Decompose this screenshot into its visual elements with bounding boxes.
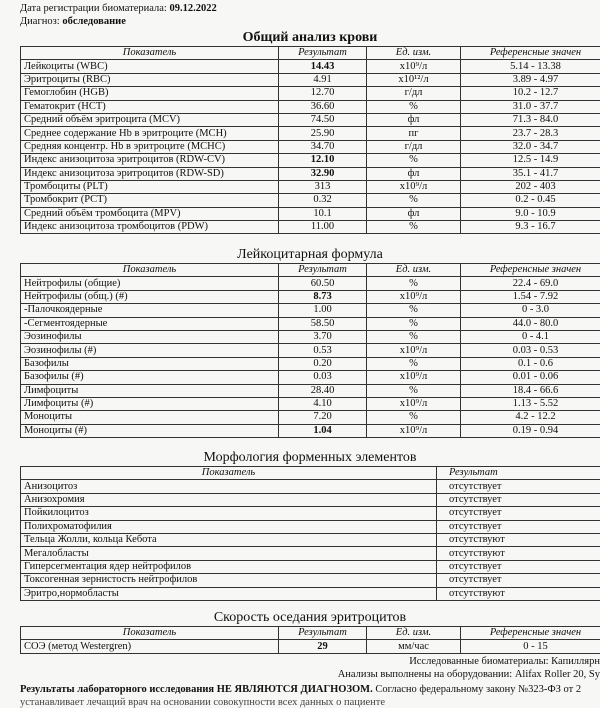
unit-cell: г/дл <box>367 140 461 153</box>
table-row <box>21 73 600 86</box>
indicator-cell: Средний объём эритроцита (MCV) <box>21 113 279 126</box>
indicator-cell: Моноциты <box>21 411 279 424</box>
result-cell: 74.50 <box>279 113 367 126</box>
unit-cell: x10⁹/л <box>367 290 461 303</box>
reference-cell: 4.2 - 12.2 <box>461 411 600 424</box>
table-row <box>21 520 600 533</box>
reference-cell: 0.19 - 0.94 <box>461 424 600 437</box>
unit-cell: x10⁹/л <box>367 60 461 73</box>
indicator-cell: Эритроциты (RBC) <box>21 73 279 86</box>
result-cell: отсутствует <box>437 574 600 587</box>
result-cell: 8.73 <box>279 290 367 303</box>
table-row <box>21 547 600 560</box>
reference-cell: 10.2 - 12.7 <box>461 87 600 100</box>
result-cell: 4.91 <box>279 73 367 86</box>
reference-cell: 0.2 - 0.45 <box>461 194 600 207</box>
table-row <box>21 127 600 140</box>
table-row <box>21 357 600 370</box>
reference-cell: 0.01 - 0.06 <box>461 371 600 384</box>
indicator-cell: Индекс анизоцитоза эритроцитов (RDW-SD) <box>21 167 279 180</box>
indicator-cell: Лимфоциты <box>21 384 279 397</box>
result-cell: отсутствует <box>437 493 600 506</box>
reference-cell: 1.54 - 7.92 <box>461 290 600 303</box>
indicator-cell: Гемоглобин (HGB) <box>21 87 279 100</box>
result-cell: отсутствуют <box>437 533 600 546</box>
table-row <box>21 100 600 113</box>
indicator-cell: Мегалобласты <box>21 547 437 560</box>
indicator-cell: Тромбоциты (PLT) <box>21 180 279 193</box>
biomaterials-note: Исследованные биоматериалы: Капиллярн <box>409 656 600 667</box>
unit-cell: x10⁹/л <box>367 397 461 410</box>
indicator-cell: Анизохромия <box>21 493 437 506</box>
morph-table <box>20 466 600 601</box>
table-row <box>21 87 600 100</box>
unit-cell: x10¹²/л <box>367 73 461 86</box>
equipment-note: Анализы выполнены на оборудовании: Alifax Roller 20, Sy <box>338 669 600 680</box>
result-cell: 29 <box>279 640 367 653</box>
reference-cell: 3.89 - 4.97 <box>461 73 600 86</box>
result-cell: 1.04 <box>279 424 367 437</box>
unit-cell: x10⁹/л <box>367 371 461 384</box>
unit-cell: % <box>367 194 461 207</box>
col-indicator: Показатель <box>21 47 279 60</box>
leuko-title: Лейкоцитарная формула <box>20 247 600 263</box>
registration-date: Дата регистрации биоматериала: 09.12.2022 <box>20 3 217 14</box>
table-row <box>21 344 600 357</box>
result-cell: 14.43 <box>279 60 367 73</box>
indicator-cell: Базофилы <box>21 357 279 370</box>
unit-cell: % <box>367 317 461 330</box>
result-cell: отсутствует <box>437 507 600 520</box>
unit-cell: % <box>367 384 461 397</box>
indicator-cell: Эозинофилы (#) <box>21 344 279 357</box>
col-unit: Ед. изм. <box>367 264 461 277</box>
table-row <box>21 480 600 493</box>
unit-cell: % <box>367 357 461 370</box>
indicator-cell: Лимфоциты (#) <box>21 397 279 410</box>
table-row <box>21 207 600 220</box>
result-cell: отсутствует <box>437 520 600 533</box>
result-cell: отсутствуют <box>437 587 600 600</box>
reference-cell: 31.0 - 37.7 <box>461 100 600 113</box>
unit-cell: % <box>367 100 461 113</box>
indicator-cell: Нейтрофилы (общие) <box>21 277 279 290</box>
esr-table <box>20 626 600 654</box>
result-cell: 0.53 <box>279 344 367 357</box>
reference-cell: 44.0 - 80.0 <box>461 317 600 330</box>
cbc-title: Общий анализ крови <box>20 30 600 46</box>
result-cell: 313 <box>279 180 367 193</box>
reference-cell: 0 - 15 <box>461 640 600 653</box>
table-row <box>21 574 600 587</box>
reference-cell: 0 - 4.1 <box>461 330 600 343</box>
result-cell: 25.90 <box>279 127 367 140</box>
col-unit: Ед. изм. <box>367 627 461 640</box>
reference-cell: 1.13 - 5.52 <box>461 397 600 410</box>
reference-cell: 202 - 403 <box>461 180 600 193</box>
table-row <box>21 221 600 234</box>
table-row <box>21 424 600 437</box>
table-row <box>21 167 600 180</box>
reference-cell: 9.0 - 10.9 <box>461 207 600 220</box>
result-cell: 34.70 <box>279 140 367 153</box>
reference-cell: 0.1 - 0.6 <box>461 357 600 370</box>
reference-cell: 0.03 - 0.53 <box>461 344 600 357</box>
unit-cell: мм/час <box>367 640 461 653</box>
result-cell: отсутствуют <box>437 547 600 560</box>
table-row <box>21 154 600 167</box>
table-row <box>21 493 600 506</box>
result-cell: 12.70 <box>279 87 367 100</box>
result-cell: 11.00 <box>279 221 367 234</box>
table-row <box>21 560 600 573</box>
table-row <box>21 411 600 424</box>
col-unit: Ед. изм. <box>367 47 461 60</box>
indicator-cell: Анизоцитоз <box>21 480 437 493</box>
disclaimer: Результаты лабораторного исследования НЕ ЯВЛЯЮТСЯ ДИАГНОЗОМ. Согласно федеральному закону №323-ФЗ от 2 <box>20 684 581 695</box>
col-indicator: Показатель <box>21 264 279 277</box>
indicator-cell: Среднее содержание Hb в эритроците (MCH) <box>21 127 279 140</box>
unit-cell: % <box>367 411 461 424</box>
indicator-cell: Эозинофилы <box>21 330 279 343</box>
unit-cell: фл <box>367 167 461 180</box>
indicator-cell: Тромбокрит (PCT) <box>21 194 279 207</box>
table-row <box>21 277 600 290</box>
result-cell: отсутствует <box>437 560 600 573</box>
unit-cell: x10⁹/л <box>367 344 461 357</box>
indicator-cell: -Сегментоядерные <box>21 317 279 330</box>
result-cell: 0.03 <box>279 371 367 384</box>
unit-cell: пг <box>367 127 461 140</box>
table-row <box>21 180 600 193</box>
col-result: Результат <box>437 467 600 480</box>
reference-cell: 18.4 - 66.6 <box>461 384 600 397</box>
indicator-cell: Моноциты (#) <box>21 424 279 437</box>
result-cell: 12.10 <box>279 154 367 167</box>
unit-cell: % <box>367 330 461 343</box>
table-row <box>21 397 600 410</box>
col-reference: Референсные значен <box>461 627 600 640</box>
result-cell: 32.90 <box>279 167 367 180</box>
result-cell: 0.20 <box>279 357 367 370</box>
result-cell: 36.60 <box>279 100 367 113</box>
indicator-cell: Токсогенная зернистость нейтрофилов <box>21 574 437 587</box>
unit-cell: x10⁹/л <box>367 424 461 437</box>
reference-cell: 12.5 - 14.9 <box>461 154 600 167</box>
table-row <box>21 507 600 520</box>
indicator-cell: Нейтрофилы (общ.) (#) <box>21 290 279 303</box>
reference-cell: 35.1 - 41.7 <box>461 167 600 180</box>
table-row <box>21 317 600 330</box>
result-cell: 3.70 <box>279 330 367 343</box>
result-cell: отсутствует <box>437 480 600 493</box>
unit-cell: % <box>367 277 461 290</box>
table-row <box>21 194 600 207</box>
col-reference: Референсные значен <box>461 47 600 60</box>
table-row <box>21 290 600 303</box>
indicator-cell: Средний объём тромбоцита (MPV) <box>21 207 279 220</box>
result-cell: 10.1 <box>279 207 367 220</box>
table-row <box>21 330 600 343</box>
unit-cell: % <box>367 221 461 234</box>
reference-cell: 0 - 3.0 <box>461 304 600 317</box>
col-indicator: Показатель <box>21 467 437 480</box>
col-reference: Референсные значен <box>461 264 600 277</box>
result-cell: 60.50 <box>279 277 367 290</box>
table-row <box>21 384 600 397</box>
unit-cell: % <box>367 304 461 317</box>
table-row <box>21 533 600 546</box>
table-row <box>21 587 600 600</box>
reference-cell: 9.3 - 16.7 <box>461 221 600 234</box>
col-indicator: Показатель <box>21 627 279 640</box>
result-cell: 4.10 <box>279 397 367 410</box>
reference-cell: 5.14 - 13.38 <box>461 60 600 73</box>
indicator-cell: Пойкилоцитоз <box>21 507 437 520</box>
diagnosis: Диагноз: обследование <box>20 16 126 27</box>
col-result: Результат <box>279 627 367 640</box>
table-row <box>21 371 600 384</box>
result-cell: 0.32 <box>279 194 367 207</box>
table-row <box>21 640 600 653</box>
indicator-cell: Базофилы (#) <box>21 371 279 384</box>
table-row <box>21 113 600 126</box>
disclaimer-continued: устанавливает лечащий врач на основании совокупности всех данных о пациенте <box>20 697 385 708</box>
unit-cell: % <box>367 154 461 167</box>
reference-cell: 23.7 - 28.3 <box>461 127 600 140</box>
indicator-cell: Средняя концентр. Hb в эритроците (MCHC) <box>21 140 279 153</box>
morph-title: Морфология форменных элементов <box>20 450 600 466</box>
indicator-cell: Гиперсегментация ядер нейтрофилов <box>21 560 437 573</box>
indicator-cell: Полихроматофилия <box>21 520 437 533</box>
table-row <box>21 60 600 73</box>
indicator-cell: СОЭ (метод Westergren) <box>21 640 279 653</box>
reference-cell: 32.0 - 34.7 <box>461 140 600 153</box>
unit-cell: фл <box>367 113 461 126</box>
table-row <box>21 140 600 153</box>
leuko-table <box>20 263 600 438</box>
indicator-cell: Индекс анизоцитоза тромбоцитов (PDW) <box>21 221 279 234</box>
unit-cell: фл <box>367 207 461 220</box>
unit-cell: x10⁹/л <box>367 180 461 193</box>
indicator-cell: Лейкоциты (WBC) <box>21 60 279 73</box>
reference-cell: 22.4 - 69.0 <box>461 277 600 290</box>
indicator-cell: Тельца Жолли, кольца Кебота <box>21 533 437 546</box>
indicator-cell: -Палочкоядерные <box>21 304 279 317</box>
col-result: Результат <box>279 47 367 60</box>
indicator-cell: Индекс анизоцитоза эритроцитов (RDW-CV) <box>21 154 279 167</box>
cbc-table <box>20 46 600 234</box>
unit-cell: г/дл <box>367 87 461 100</box>
result-cell: 28.40 <box>279 384 367 397</box>
result-cell: 58.50 <box>279 317 367 330</box>
table-row <box>21 304 600 317</box>
esr-title: Скорость оседания эритроцитов <box>20 610 600 626</box>
col-result: Результат <box>279 264 367 277</box>
indicator-cell: Гематокрит (HCT) <box>21 100 279 113</box>
result-cell: 1.00 <box>279 304 367 317</box>
indicator-cell: Эритро,нормобласты <box>21 587 437 600</box>
reference-cell: 71.3 - 84.0 <box>461 113 600 126</box>
result-cell: 7.20 <box>279 411 367 424</box>
